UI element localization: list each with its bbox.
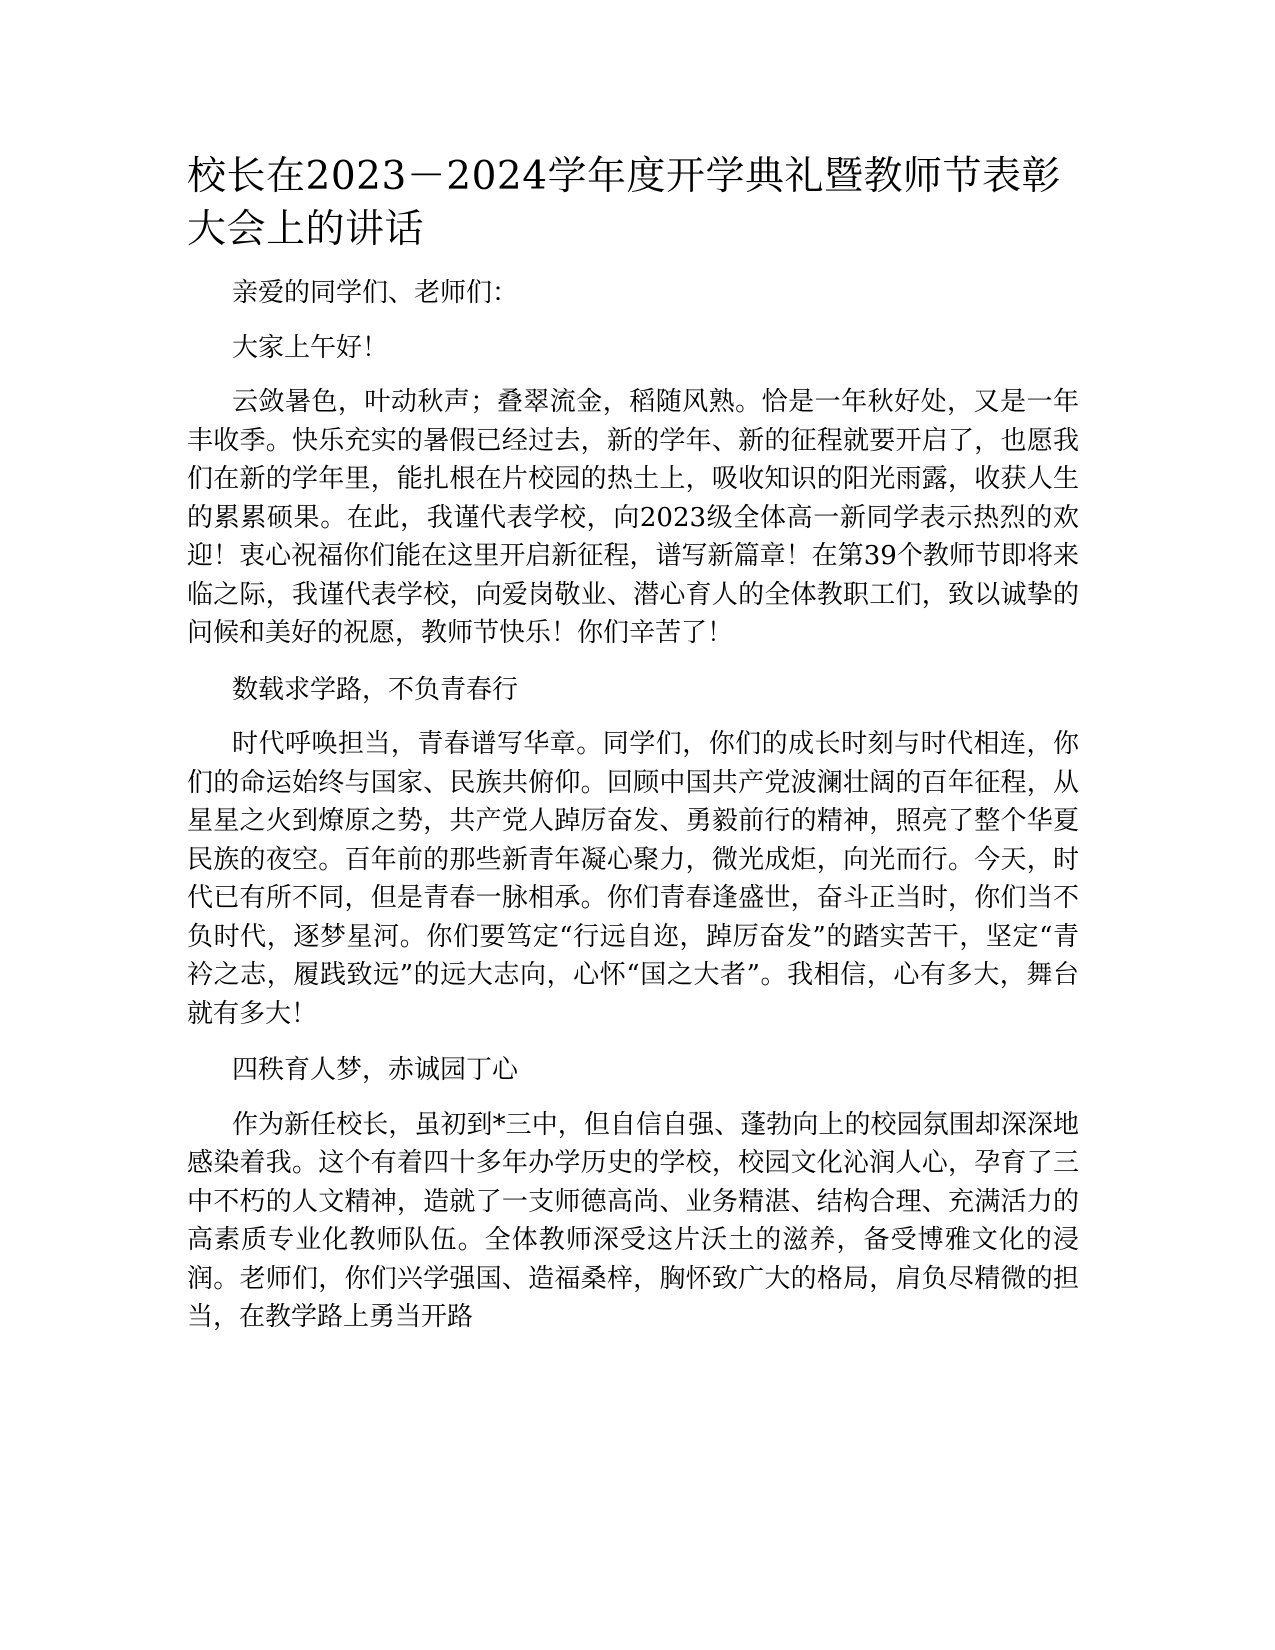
body-paragraph: 时代呼唤担当，青春谱写华章。同学们，你们的成长时刻与时代相连，你们的命运始终与国家、民族共俯仰。回顾中国共产党波澜壮阔的百年征程，从星星之火到燎原之势，共产党人踔厉奋发、勇毅前行的精神，照亮了整个华夏民族的夜空。百年前的那些新青年凝心聚力，微光成炬，向光而行。今天，时代已有所不同，但是青春一脉相承。你们青春逢盛世，奋斗正当时，你们当不负时代，逐梦星河。你们要笃定“行远自迩，踔厉奋发”的踏实苦干，坚定“青衿之志，履践致远”的远大志向，心怀“国之大者”。我相信，心有多大，舞台就有多大！: [187, 729, 1079, 1029]
body-paragraph: 作为新任校长，虽初到*三中，但自信自强、蓬勃向上的校园氛围却深深地感染着我。这个有着四十多年办学历史的学校，校园文化沁润人心，孕育了三中不朽的人文精神，造就了一支师德高尚、业务精湛、结构合理、充满活力的高素质专业化教师队伍。全体教师深受这片沃土的滋养，备受博雅文化的浸润。老师们，你们兴学强国、造福桑梓，胸怀致广大的格局，肩负尽精微的担当，在教学路上勇当开路: [187, 1109, 1079, 1332]
salutation: 亲爱的同学们、老师们：: [232, 278, 519, 308]
body-paragraph: 云敛暑色，叶动秋声；叠翠流金，稻随风熟。恰是一年秋好处，又是一年丰收季。快乐充实的暑假已经过去，新的学年、新的征程就要开启了，也愿我们在新的学年里，能扎根在片校园的热土上，吸收知识的阳光雨露，收获人生的累累硕果。在此，我谨代表学校，向2023级全体高一新同学表示热烈的欢迎！衷心祝福你们能在这里开启新征程，谱写新篇章！在第39个教师节即将来临之际，我谨代表学校，向爱岗敬业、潜心育人的全体教职工们，致以诚挚的问候和美好的祝愿，教师节快乐！你们辛苦了！: [187, 387, 1079, 648]
section-heading: 四秩育人梦，赤诚园丁心: [232, 1055, 519, 1085]
greeting: 大家上午好！: [232, 332, 389, 363]
document-title: 校长在2023－2024学年度开学典礼暨教师节表彰大会上的讲话: [187, 154, 1062, 252]
document-body: [187, 150, 1079, 1355]
section-heading: 数载求学路，不负青春行: [232, 674, 519, 705]
